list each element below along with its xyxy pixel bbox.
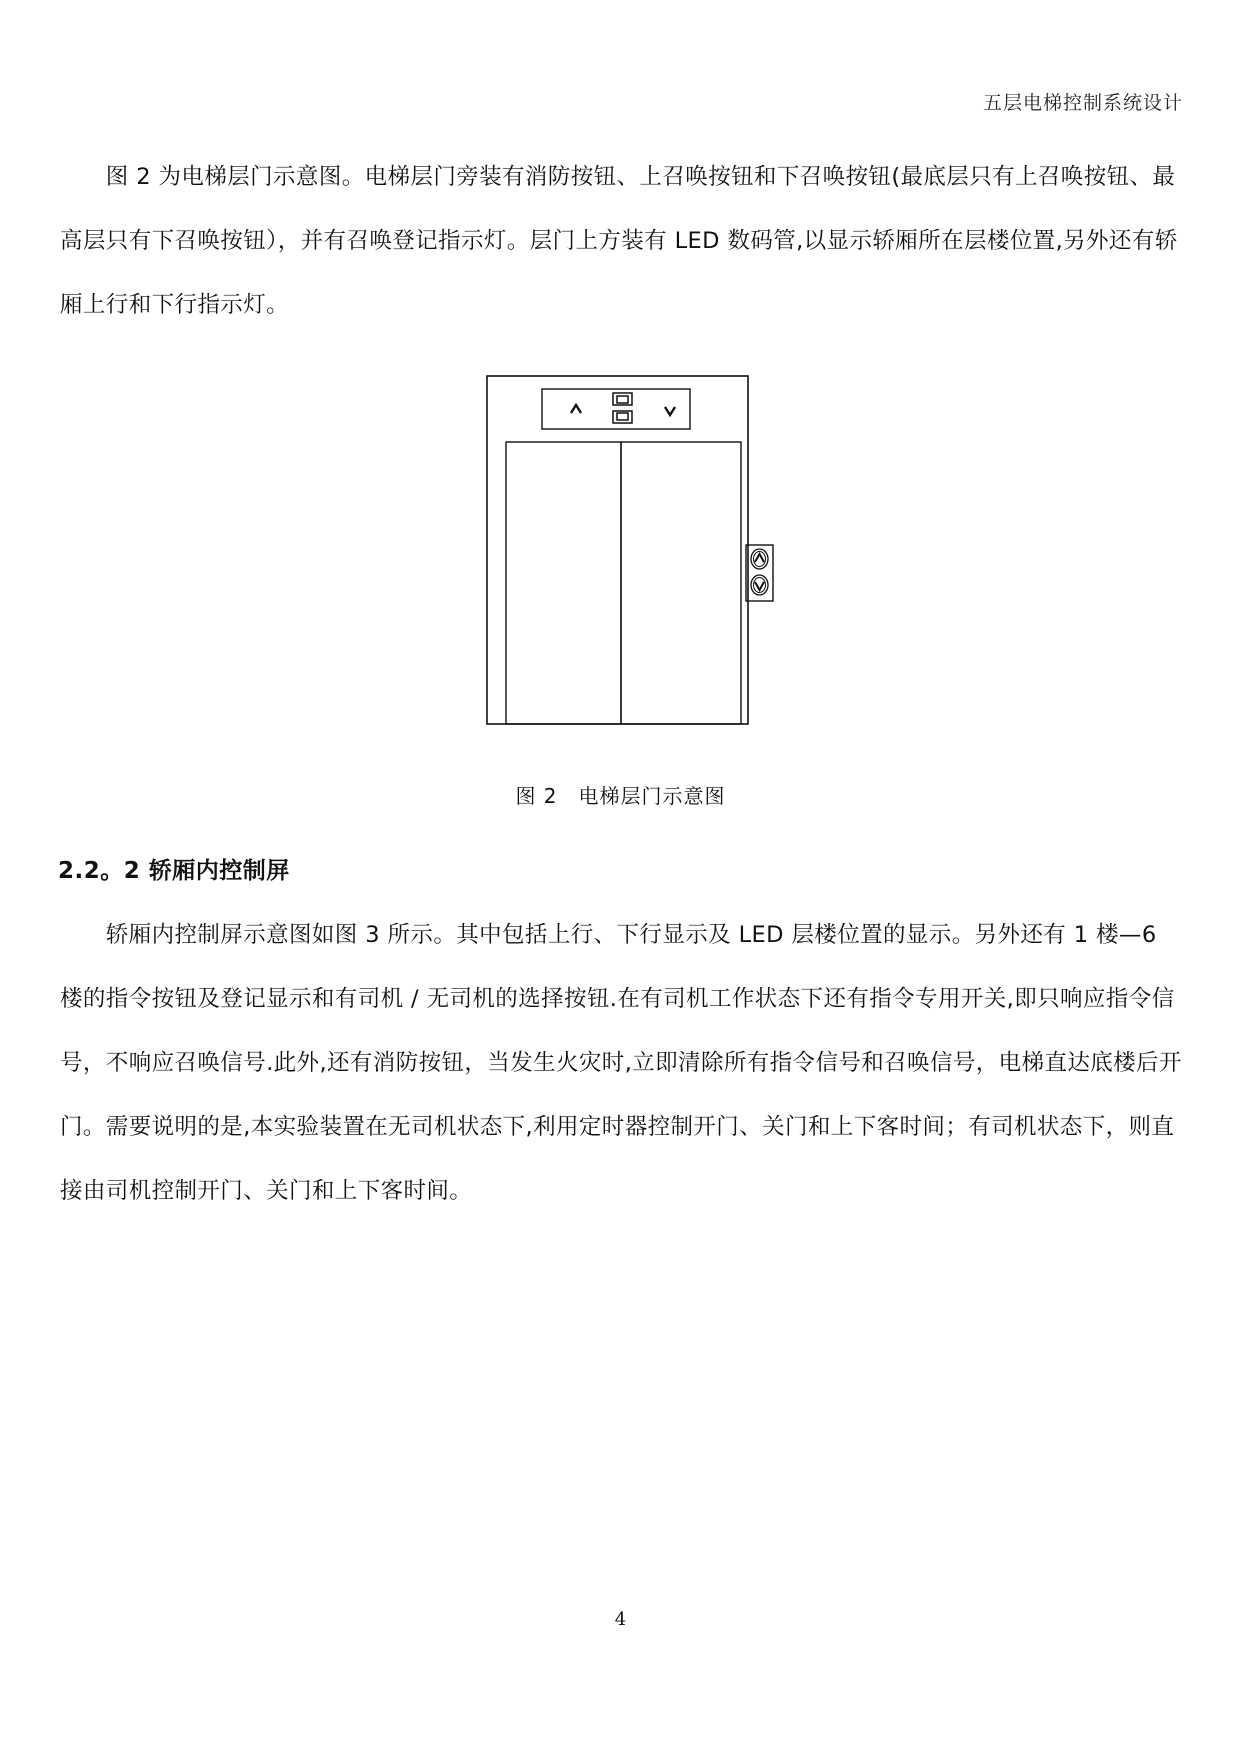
paragraph-text: 图 2 为电梯层门示意图。电梯层门旁装有消防按钮、上召唤按钮和下召唤按钮(最底层只有上召唤按钮、最高层只有下召唤按钮），并有召唤登记指示灯。层门上方装有 LED 数码管,以显示轿厢所在层楼位置,另外还有轿厢上行和下行指示灯。 xyxy=(60,164,1178,318)
seven-segment-digit xyxy=(613,393,632,423)
right-door-panel xyxy=(621,442,741,724)
page-header-title: 五层电梯控制系统设计 xyxy=(982,92,1183,114)
up-indicator-icon xyxy=(571,405,581,413)
page-number: 4 xyxy=(614,1609,627,1630)
figure-caption: 图 2 电梯层门示意图 xyxy=(515,784,726,808)
left-door-panel xyxy=(506,442,621,724)
paragraph-text: 轿厢内控制屏示意图如图 3 所示。其中包括上行、下行显示及 LED 层楼位置的显示。另外还有 1 楼—6 楼的指令按钮及登记显示和有司机 / 无司机的选择按钮.在有司机工作状态下还有指令专用开关,即只响应指令信号，不响应召唤信号.此外,还有消防按钮，当发生火灾时,立即清除所有指令信号和召唤信号，电梯直达底楼后开门。需要说明的是,本实验装置在无司机状态下,利用定时器控制开门、关门和上下客时间；有司机状态下，则直接由司机控制开门、关门和上下客时间。 xyxy=(60,922,1182,1204)
down-call-button-icon xyxy=(751,575,768,595)
paragraph-car-control-panel xyxy=(60,903,1182,1223)
elevator-door-diagram xyxy=(0,0,1241,760)
up-call-button-icon xyxy=(751,549,768,569)
section-heading: 2.2。2 轿厢内控制屏 xyxy=(58,858,290,884)
down-indicator-icon xyxy=(665,407,675,415)
door-frame xyxy=(487,376,748,724)
